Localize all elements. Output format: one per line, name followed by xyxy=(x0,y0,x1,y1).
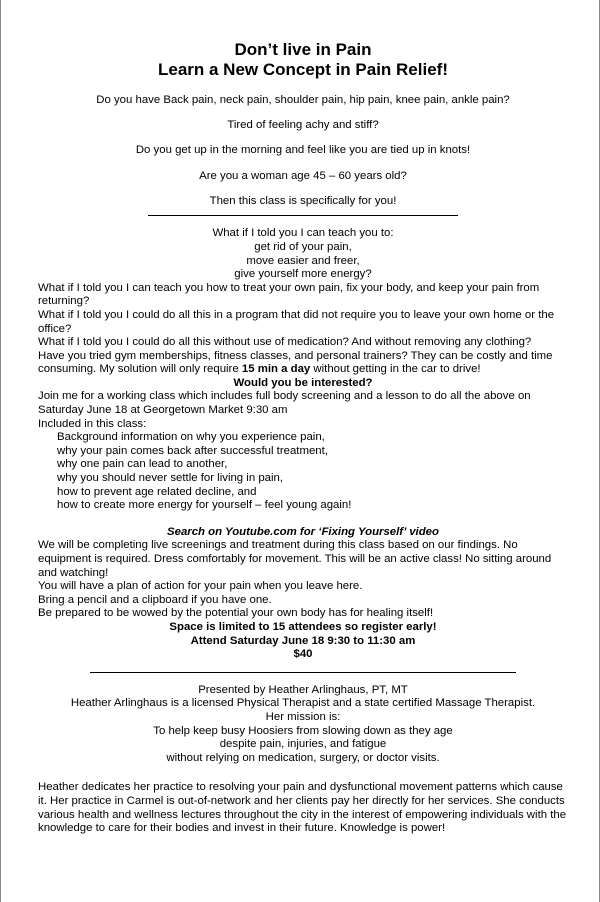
what-if-line: move easier and freer, xyxy=(246,254,360,267)
intro-question: Tired of feeling achy and stiff? xyxy=(227,119,379,132)
closing-paragraph: Heather dedicates her practice to resolving your pain and dysfunctional movement patterns which cause it. Her practice in Carmel is out-of-network and her clients pay her directly for her services. She conducts various health and wellness lectures throughout the city in the interest of empowering individuals with the knowledge to care for their bodies and invest in their future. Knowledge is power! xyxy=(38,781,567,835)
detail-line: You will have a plan of action for your pain when you leave here. xyxy=(38,580,363,593)
divider-line xyxy=(148,215,458,216)
what-if-paragraph: What if I told you I can teach you how to treat your own pain, fix your body, and keep your pain from returning? xyxy=(38,281,540,308)
gym-highlight: 15 min a day xyxy=(241,363,311,376)
divider-line xyxy=(90,672,516,673)
included-item: why you should never settle for living in pain, xyxy=(57,472,284,485)
detail-line: Be prepared to be wowed by the potential your own body has for healing itself! xyxy=(38,607,434,620)
what-if-paragraphs xyxy=(38,282,568,377)
attend-time: Attend Saturday June 18 9:30 to 11:30 am xyxy=(190,634,416,647)
presented-by: Presented by Heather Arlinghaus, PT, MT xyxy=(198,683,408,696)
what-if-paragraph: What if I told you I could do all this in a program that did not require you to leave your own home or the office? xyxy=(38,308,555,335)
included-item: how to prevent age related decline, and xyxy=(57,485,257,498)
presenter-bio: Heather Arlinghaus is a licensed Physical Therapist and a state certified Massage Therapist. xyxy=(70,697,536,710)
what-if-line: What if I told you I can teach you to: xyxy=(212,227,394,240)
flyer-content xyxy=(38,40,568,836)
included-item: why your pain comes back after successful treatment, xyxy=(57,444,328,457)
price: $40 xyxy=(293,648,313,661)
youtube-search-note: Search on Youtube.com for ‘Fixing Yourself’ video xyxy=(167,525,439,538)
included-heading: Included in this class: xyxy=(38,417,147,430)
what-if-paragraph: What if I told you I could do all this without use of medication? And without removing any clothing? xyxy=(38,336,532,349)
detail-line: Bring a pencil and a clipboard if you have one. xyxy=(38,593,272,606)
mission-line: despite pain, injuries, and fatigue xyxy=(219,738,387,751)
what-if-line: give yourself more energy? xyxy=(234,268,372,281)
detail-line: We will be completing live screenings and treatment during this class based on our findings. No equipment is required. Dress comfortably for movement. This will be an active class! No sitting around and watching! xyxy=(38,539,552,579)
intro-question: Do you have Back pain, neck pain, shoulder pain, hip pain, knee pain, ankle pain? xyxy=(96,94,510,106)
interested-heading: Would you be interested? xyxy=(233,376,373,389)
space-limit: Space is limited to 15 attendees so register early! xyxy=(169,620,437,633)
included-item: how to create more energy for yourself – feel young again! xyxy=(57,499,352,512)
intro-questions xyxy=(38,94,568,208)
mission-line: To help keep busy Hoosiers from slowing down as they age xyxy=(153,724,453,737)
intro-question: Do you get up in the morning and feel like you are tied up in knots! xyxy=(135,144,471,157)
flyer-title xyxy=(38,40,568,80)
event-info xyxy=(38,621,568,662)
included-item: why one pain can lead to another, xyxy=(57,458,228,471)
gym-paragraph xyxy=(38,350,568,377)
intro-question: Are you a woman age 45 – 60 years old? xyxy=(199,169,407,182)
gym-text-after: without getting in the car to drive! xyxy=(310,363,481,376)
intro-question: Then this class is specifically for you! xyxy=(209,194,397,207)
join-paragraph: Join me for a working class which includes full body screening and a lesson to do all the above on Saturday June 18 at Georgetown Market 9:30 am xyxy=(38,390,531,417)
mission-label: Her mission is: xyxy=(265,710,341,723)
included-item: Background information on why you experience pain, xyxy=(57,431,325,444)
title-line-2: Learn a New Concept in Pain Relief! xyxy=(157,60,448,79)
mission-line: without relying on medication, surgery, or doctor visits. xyxy=(166,751,440,764)
what-if-line: get rid of your pain, xyxy=(254,240,352,253)
class-details xyxy=(38,539,568,621)
gym-text-before: Have you tried gym memberships, fitness classes, and personal trainers? They can be costly and time consuming. My solution will only require xyxy=(38,349,553,376)
presenter-section xyxy=(38,684,568,766)
title-line-1: Don’t live in Pain xyxy=(234,40,372,59)
what-if-centered xyxy=(38,227,568,281)
included-list xyxy=(38,431,568,513)
